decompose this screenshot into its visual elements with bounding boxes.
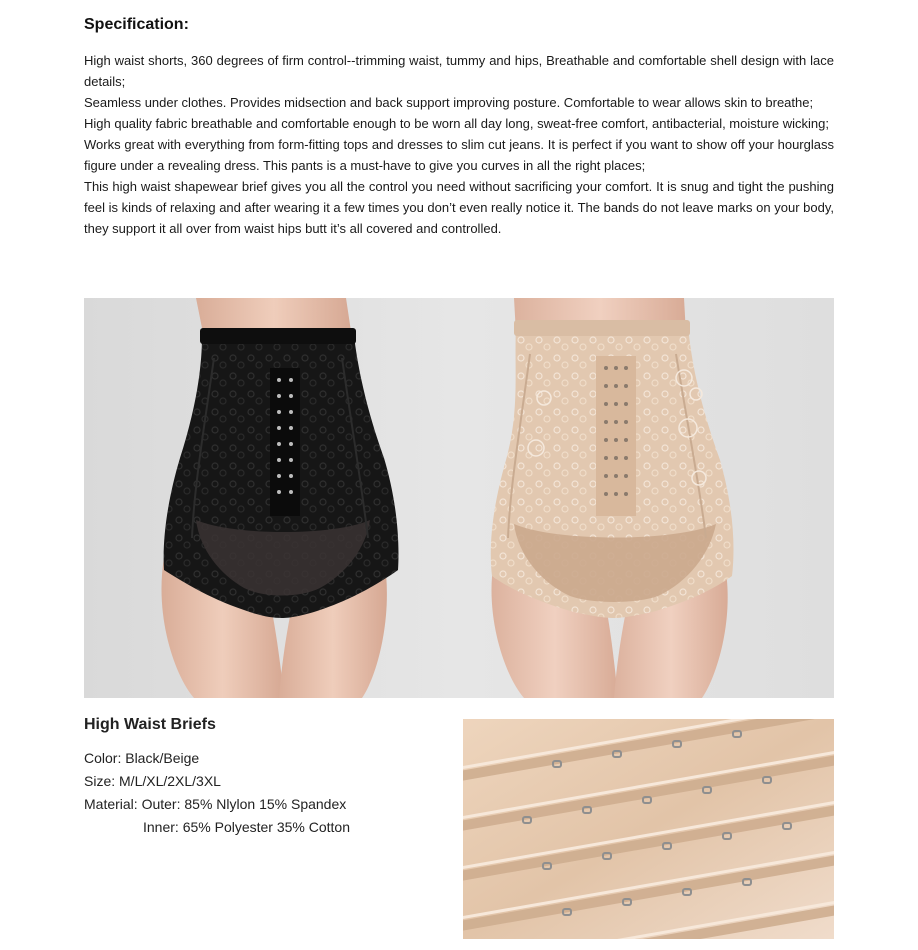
specification-description — [84, 50, 834, 239]
beige-brief-figure — [491, 298, 734, 698]
hook-eye-closeup-image — [463, 719, 834, 939]
shapewear-photo-illustration — [84, 298, 834, 698]
spec-paragraph: Works great with everything from form-fitting tops and dresses to slim cut jeans. It is perfect if you want to show off your hourglass figure under a revealing dress. This pants is a must-have to give you curves in all the right places; — [84, 137, 834, 173]
product-color: Color: Black/Beige — [84, 750, 200, 766]
product-size: Size: M/L/XL/2XL/3XL — [84, 773, 221, 789]
product-details — [84, 716, 444, 839]
spec-paragraph: Seamless under clothes. Provides midsection and back support improving posture. Comfortable to wear allows skin to breathe; — [84, 95, 814, 110]
product-material-outer: Material: Outer: 85% Nlylon 15% Spandex — [84, 796, 347, 812]
spec-paragraph: This high waist shapewear brief gives you all the control you need without sacrificing your comfort. It is snug and tight the pushing feel is kinds of relaxing and after wearing it a few times you don’t even really notice it. The bands do not leave marks on your body, they support it all over from waist hips butt it’s all covered and controlled. — [84, 179, 834, 236]
spec-paragraph: High quality fabric breathable and comfortable enough to be worn all day long, sweat-free comfort, antibacterial, moisture wicking; — [84, 116, 830, 131]
specification-title: Specification: — [84, 16, 189, 33]
black-brief-figure — [161, 298, 398, 698]
hook-eye-closeup-illustration — [463, 719, 834, 939]
product-title: High Waist Briefs — [84, 716, 216, 733]
spec-paragraph: High waist shorts, 360 degrees of firm control--trimming waist, tummy and hips, Breathable and comfortable shell design with lace details; — [84, 53, 834, 89]
product-hero-image — [84, 298, 834, 698]
product-material-inner: Inner: 65% Polyester 35% Cotton — [143, 819, 351, 835]
